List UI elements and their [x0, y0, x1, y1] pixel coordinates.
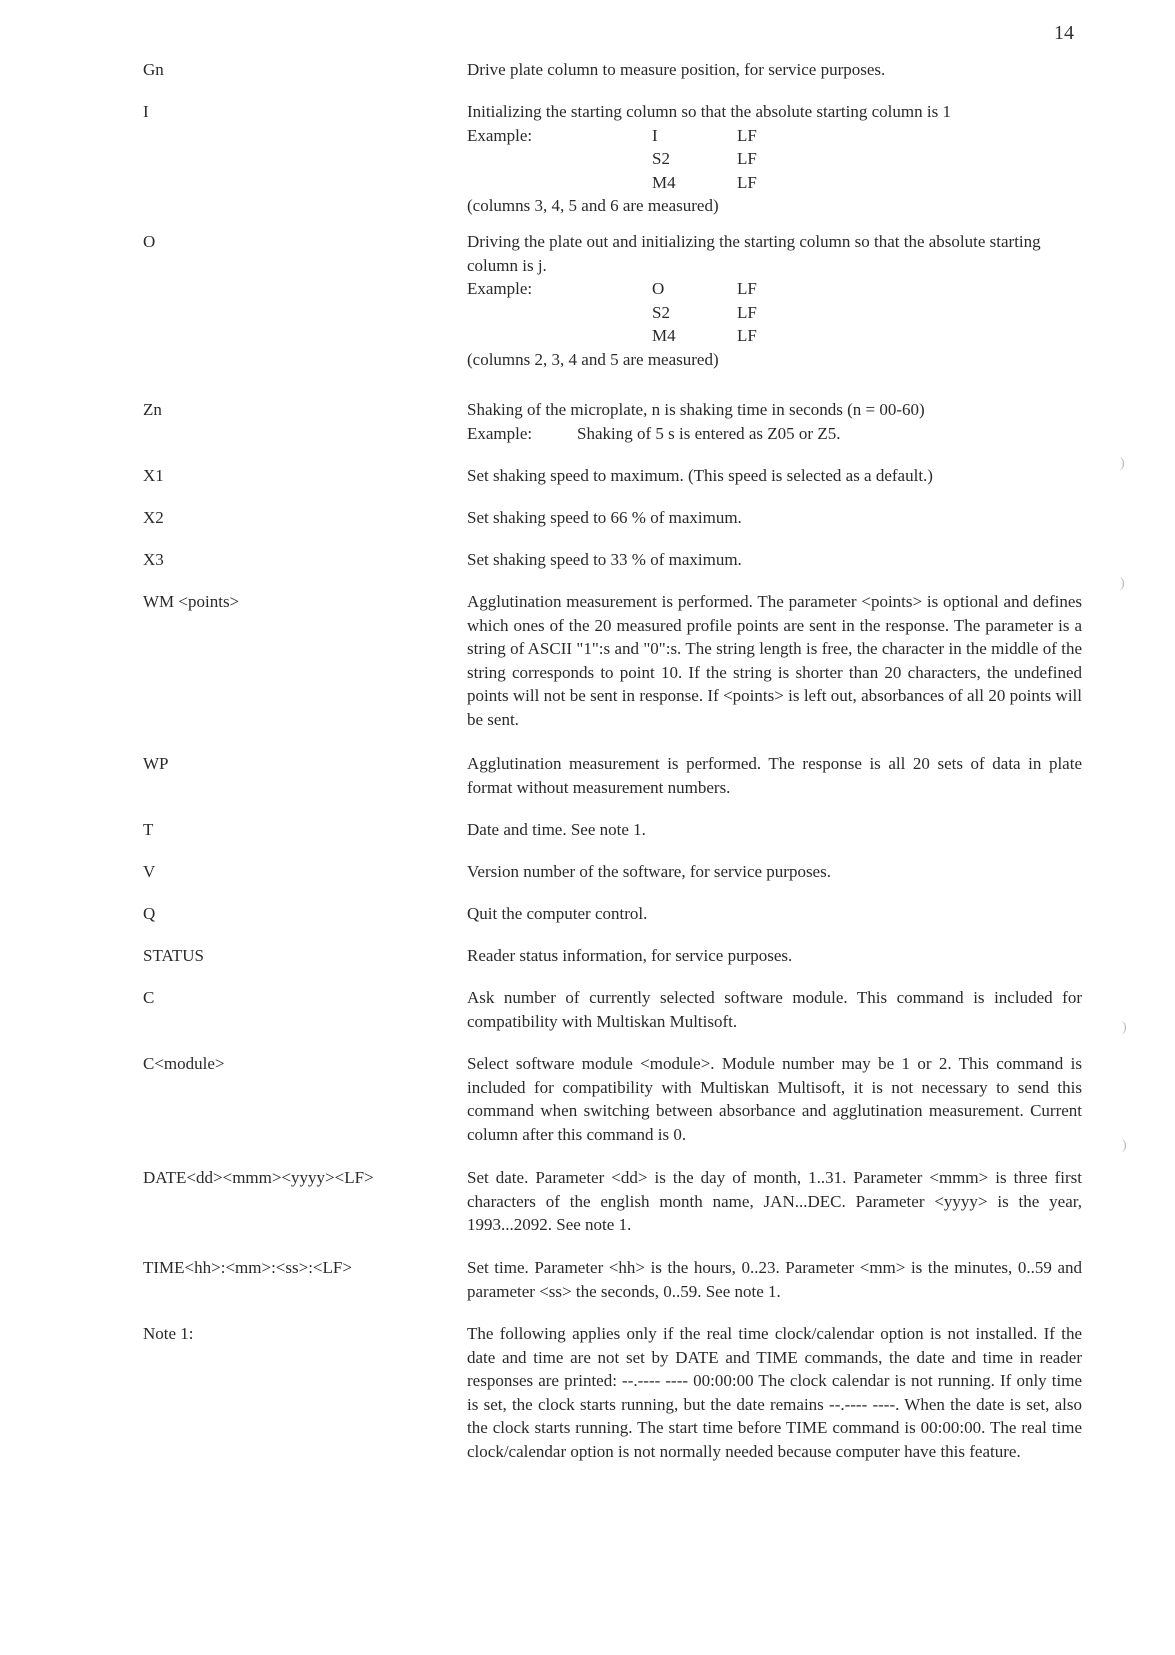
command-description: Initializing the starting column so that the absolute starting column is 1	[467, 102, 951, 121]
example-value: LF	[737, 125, 757, 145]
command-description: Quit the computer control.	[467, 904, 648, 923]
command-description: Agglutination measurement is performed. The parameter <points> is optional and defines which ones of the 20 measured profile points are sent in the response. The parameter is a string of ASCII "1":s and "0":s. The string length is free, the character in the middle of the string corresponds to point 10. If the string is shorter than 20 characters, the undefined points will not be sent in response. If <points> is left out, absorbances of all 20 points will be sent.	[467, 592, 1082, 729]
command-description: Reader status information, for service purposes.	[467, 946, 793, 965]
example-value: LF	[737, 149, 757, 168]
command-term: V	[143, 862, 156, 881]
command-term: WM <points>	[143, 592, 240, 611]
command-term: C	[143, 988, 155, 1007]
command-description: Version number of the software, for service purposes.	[467, 862, 831, 881]
scan-mark: )	[1120, 456, 1125, 471]
example-row	[467, 277, 1082, 301]
example-value: LF	[737, 172, 757, 192]
example-note: (columns 3, 4, 5 and 6 are measured)	[467, 196, 719, 215]
command-term: T	[143, 820, 154, 839]
command-term: STATUS	[143, 946, 204, 965]
command-definition	[467, 100, 1082, 218]
command-term: WP	[143, 754, 169, 773]
page-number: 14	[1054, 22, 1074, 44]
example-note: (columns 2, 3, 4 and 5 are measured)	[467, 349, 719, 369]
example-value: LF	[737, 302, 757, 322]
command-description: Drive plate column to measure position, for service purposes.	[467, 60, 886, 79]
command-term: X2	[143, 508, 164, 527]
command-description: Set date. Parameter <dd> is the day of month, 1..31. Parameter <mmm> is three first characters of the english month name, JAN...DEC. Parameter <yyyy> is the year, 1993...2092. See note 1.	[467, 1168, 1082, 1234]
example-key: M4	[652, 326, 676, 345]
command-term: Q	[143, 904, 156, 923]
command-term: X3	[143, 550, 164, 569]
command-description: Set shaking speed to 66 % of maximum.	[467, 508, 742, 527]
command-term: O	[143, 232, 156, 251]
example-key: I	[652, 125, 658, 145]
command-term: X1	[143, 466, 164, 485]
command-description: Ask number of currently selected software module. This command is included for compatibility with Multiskan Multisoft.	[467, 988, 1082, 1031]
note-label: Note 1:	[143, 1324, 194, 1343]
example-row	[467, 124, 1082, 148]
command-description: Set shaking speed to 33 % of maximum.	[467, 550, 742, 569]
command-term: DATE<dd><mmm><yyyy><LF>	[143, 1168, 374, 1187]
example-key: M4	[652, 172, 676, 192]
command-definition	[467, 398, 1082, 445]
command-term: Gn	[143, 60, 164, 79]
example-key: O	[652, 279, 665, 298]
command-description: Shaking of the microplate, n is shaking time in seconds (n = 00-60)	[467, 400, 925, 419]
command-term: C<module>	[143, 1054, 225, 1073]
example-key: S2	[652, 302, 670, 322]
example-row	[467, 147, 1082, 171]
command-definition	[467, 230, 1082, 371]
command-description: Agglutination measurement is performed. The response is all 20 sets of data in plate format without measurement numbers.	[467, 754, 1082, 797]
command-description: Date and time. See note 1.	[467, 820, 646, 839]
command-description: Driving the plate out and initializing the starting column so that the absolute starting column is j.	[467, 232, 1041, 275]
example-value: LF	[737, 326, 757, 345]
example-label: Example:	[467, 423, 533, 443]
scan-mark: )	[1122, 1138, 1127, 1153]
example-value: LF	[737, 279, 757, 298]
example-row	[467, 324, 1082, 348]
command-description: Select software module <module>. Module number may be 1 or 2. This command is included for compatibility with Multiskan Multisoft, it is not necessary to send this command when switching between absorbance and agglutination measurement. Current column after this command is 0.	[467, 1054, 1082, 1144]
command-term: I	[143, 102, 149, 121]
example-row	[467, 422, 1082, 446]
example-key: S2	[652, 149, 670, 168]
command-term: TIME<hh>:<mm>:<ss>:<LF>	[143, 1258, 352, 1277]
note-text: The following applies only if the real time clock/calendar option is not installed. If the date and time are not set by DATE and TIME commands, the date and time in reader responses are printed: --.---- ---- 00:00:00 The clock calendar is not running. If only time is set, the clock starts running, but the date remains --.---- ----. When the date is set, also the clock starts running. The start time before TIME command is 00:00:00. The real time clock/calendar option is not normally needed because computer have this feature.	[467, 1324, 1082, 1461]
scan-mark: )	[1122, 1020, 1127, 1035]
command-term: Zn	[143, 400, 162, 419]
example-row	[467, 171, 1082, 195]
example-row	[467, 301, 1082, 325]
command-description: Set time. Parameter <hh> is the hours, 0..23. Parameter <mm> is the minutes, 0..59 and parameter <ss> the seconds, 0..59. See note 1.	[467, 1258, 1082, 1301]
example-label: Example:	[467, 125, 533, 145]
example-text: Shaking of 5 s is entered as Z05 or Z5.	[577, 423, 841, 443]
command-description: Set shaking speed to maximum. (This speed is selected as a default.)	[467, 466, 933, 485]
example-label: Example:	[467, 279, 533, 298]
scan-mark: )	[1120, 576, 1125, 591]
